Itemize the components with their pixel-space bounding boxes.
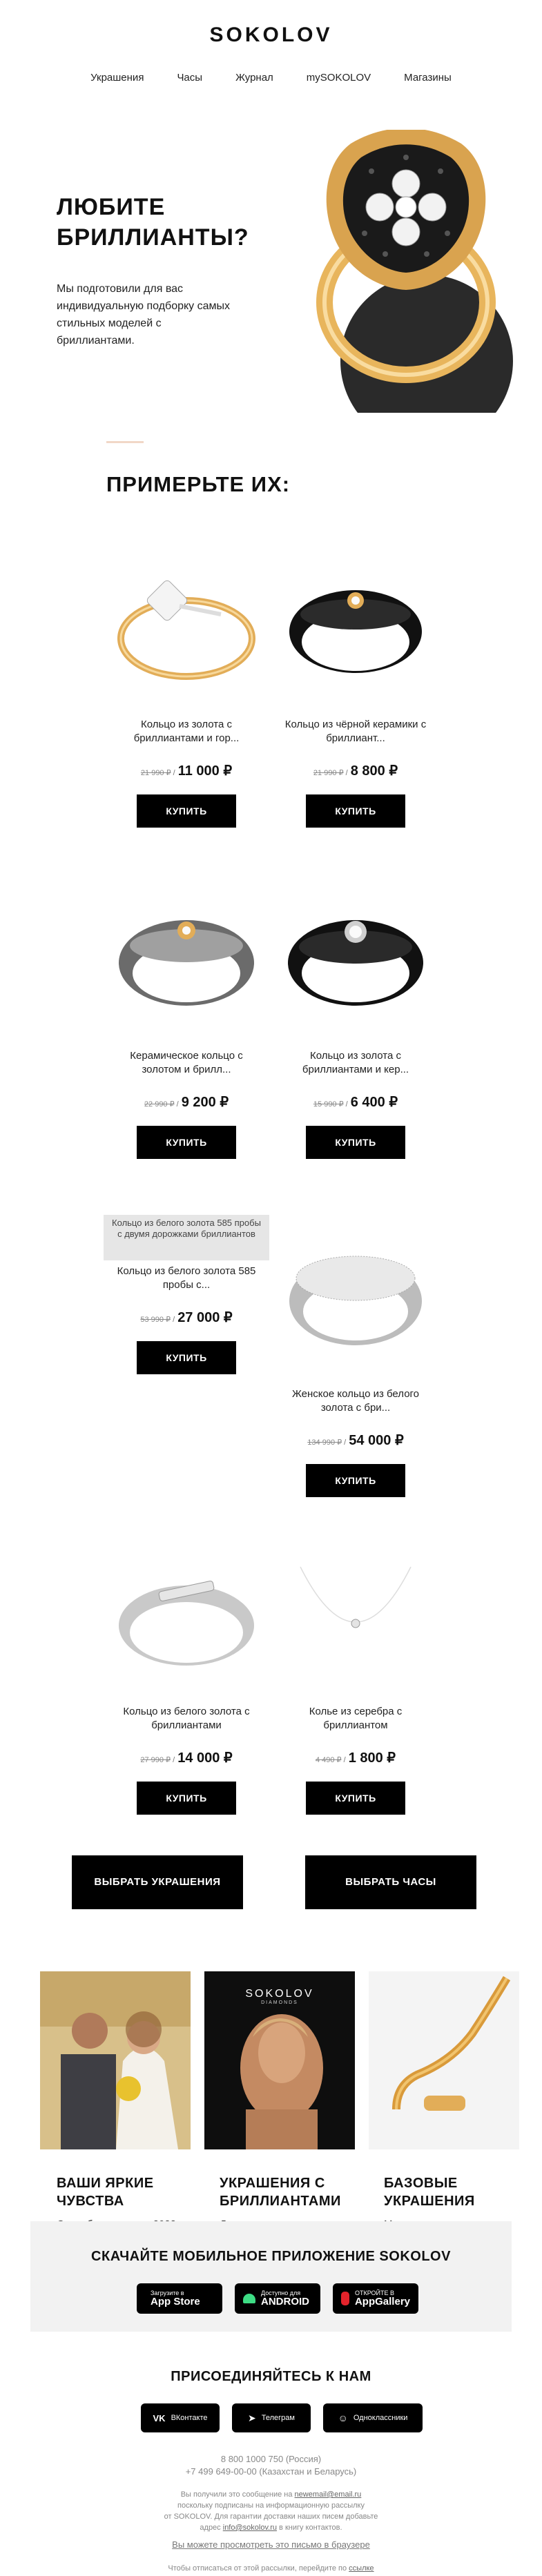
social-ok-button[interactable] <box>323 2403 423 2432</box>
unsubscribe-text <box>0 2562 542 2575</box>
product-image-6[interactable] <box>280 1236 432 1360</box>
image-alt-text: Кольцо из белого золота 585 пробы с двумя дорожками бриллиантов <box>112 1218 261 1239</box>
legal-text: адрес <box>200 2524 221 2532</box>
product-name[interactable]: Кольцо из белого золота с бриллиантами <box>123 1706 250 1731</box>
nav-item-journal[interactable]: Журнал <box>235 72 273 84</box>
product-image-4[interactable] <box>280 897 432 1022</box>
brand-logo[interactable]: SOKOLOV <box>209 23 333 46</box>
legal-text: в книгу контактов. <box>279 2524 342 2532</box>
promo-title[interactable]: ВАШИ ЯРКИЕ ЧУВСТВА <box>57 2176 154 2209</box>
ok-icon: ☺ <box>338 2412 348 2423</box>
android-icon <box>243 2294 255 2303</box>
product-price: 21 990 ₽ / 8 800 ₽ <box>313 763 398 779</box>
current-price: 11 000 ₽ <box>177 763 233 779</box>
promo-image-chain[interactable] <box>369 1971 519 2149</box>
social-label: Одноклассники <box>353 2414 408 2422</box>
product-card-8 <box>280 1705 432 1815</box>
product-price: 4 490 ₽ / 1 800 ₽ <box>315 1750 396 1766</box>
buy-button[interactable]: КУПИТЬ <box>306 794 405 828</box>
broken-image-placeholder[interactable] <box>104 1215 269 1260</box>
product-card-5 <box>110 1265 262 1374</box>
current-price: 27 000 ₽ <box>177 1310 233 1325</box>
store-small: Доступно для <box>261 2290 301 2296</box>
android-button[interactable] <box>235 2283 320 2314</box>
product-name[interactable]: Кольцо из золота с бриллиантами и кер... <box>302 1050 409 1075</box>
store-big: AppGallery <box>354 2296 410 2307</box>
legal-text: поскольку подписаны на информационную рассылку <box>177 2501 365 2510</box>
buy-button[interactable]: КУПИТЬ <box>306 1464 405 1497</box>
social-label: Телеграм <box>261 2414 295 2422</box>
buy-button[interactable]: КУПИТЬ <box>137 1126 236 1159</box>
product-card-4 <box>280 1049 432 1159</box>
app-title: СКАЧАЙТЕ МОБИЛЬНОЕ ПРИЛОЖЕНИЕ SOKOLOV <box>91 2249 451 2264</box>
product-name[interactable]: Кольцо из белого золота 585 пробы с... <box>117 1265 256 1291</box>
section-title: ПРИМЕРЬТЕ ИХ: <box>106 472 291 496</box>
product-price: 22 990 ₽ / 9 200 ₽ <box>144 1095 229 1110</box>
product-name[interactable]: Женское кольцо из белого золота с бри... <box>291 1388 420 1414</box>
old-price: 53 990 ₽ <box>140 1316 171 1324</box>
product-card-6 <box>280 1387 432 1497</box>
current-price: 14 000 ₽ <box>177 1750 233 1766</box>
hero-title <box>57 192 249 253</box>
footer-phones <box>0 2453 542 2478</box>
old-price: 4 490 ₽ <box>315 1756 342 1764</box>
product-card-2 <box>280 718 432 828</box>
current-price: 6 400 ₽ <box>350 1095 398 1110</box>
old-price: 22 990 ₽ <box>144 1100 175 1109</box>
promo-image-wedding[interactable] <box>40 1971 191 2149</box>
buy-button[interactable]: КУПИТЬ <box>137 1341 236 1374</box>
promo-title[interactable]: БАЗОВЫЕ УКРАШЕНИЯ <box>384 2176 475 2209</box>
appgallery-button[interactable] <box>333 2283 418 2314</box>
top-nav <box>0 72 542 84</box>
store-small: ОТКРОЙТЕ В <box>354 2290 394 2296</box>
promo-brand-sub: DIAMONDS <box>261 2000 298 2005</box>
product-price: 15 990 ₽ / 6 400 ₽ <box>313 1095 398 1110</box>
nav-item-mysokolov[interactable]: mySOKOLOV <box>306 72 371 84</box>
old-price: 21 990 ₽ <box>140 769 171 777</box>
nav-item-watches[interactable]: Часы <box>177 72 203 84</box>
product-card-3 <box>110 1049 262 1159</box>
product-price: 134 990 ₽ / 54 000 ₽ <box>307 1433 404 1448</box>
product-price: 53 990 ₽ / 27 000 ₽ <box>140 1310 233 1325</box>
buy-button[interactable]: КУПИТЬ <box>306 1126 405 1159</box>
nav-item-jewelry[interactable]: Украшения <box>90 72 144 84</box>
legal-text: от SOKOLOV. Для гарантии доставки наших писем добавьте <box>164 2512 378 2521</box>
store-small: Загрузите в <box>151 2290 184 2296</box>
store-big: ANDROID <box>261 2296 309 2307</box>
product-name[interactable]: Керамическое кольцо с золотом и брилл... <box>130 1050 243 1075</box>
hero-ring-image <box>296 130 523 413</box>
product-card-1 <box>110 718 262 828</box>
promo-brand-text <box>204 1988 355 2005</box>
social-title: ПРИСОЕДИНЯЙТЕСЬ К НАМ <box>171 2369 371 2384</box>
view-in-browser-link[interactable]: Вы можете просмотреть это письмо в браузере <box>172 2539 370 2550</box>
product-image-7[interactable] <box>110 1560 262 1684</box>
promo-brand: SOKOLOV <box>245 1988 314 2000</box>
product-price: 21 990 ₽ / 11 000 ₽ <box>140 763 233 779</box>
phone-russia[interactable]: 8 800 1000 750 (Россия) <box>220 2454 322 2464</box>
buy-button[interactable]: КУПИТЬ <box>306 1782 405 1815</box>
old-price: 134 990 ₽ <box>307 1438 342 1447</box>
product-image-1[interactable] <box>110 566 262 690</box>
section-divider <box>106 441 144 443</box>
current-price: 54 000 ₽ <box>349 1433 404 1448</box>
product-name[interactable]: Кольцо из чёрной керамики с бриллиант... <box>284 719 427 744</box>
unsubscribe-link[interactable]: ссылке <box>349 2564 374 2573</box>
promo-title[interactable]: УКРАШЕНИЯ С БРИЛЛИАНТАМИ <box>220 2176 341 2209</box>
vk-icon: VK <box>153 2412 166 2423</box>
footer-legal <box>0 2489 542 2533</box>
old-price: 15 990 ₽ <box>313 1100 344 1109</box>
subscriber-email-link[interactable]: newemail@email.ru <box>294 2490 362 2499</box>
hero-text: Мы подготовили для вас индивидуальную подборку самых стильных моделей с бриллиантами. <box>57 283 231 347</box>
old-price: 27 990 ₽ <box>140 1756 171 1764</box>
current-price: 1 800 ₽ <box>348 1750 396 1766</box>
appgallery-icon <box>341 2292 349 2305</box>
current-price: 8 800 ₽ <box>350 763 398 779</box>
nav-item-stores[interactable]: Магазины <box>404 72 452 84</box>
product-price: 27 990 ₽ / 14 000 ₽ <box>140 1750 233 1766</box>
unsubscribe-label: Чтобы отписаться от этой рассылки, перейдите по <box>168 2564 347 2573</box>
social-vk-button[interactable] <box>141 2403 220 2432</box>
product-image-2[interactable] <box>280 566 432 690</box>
app-store-button[interactable] <box>137 2283 222 2314</box>
phone-kz-by[interactable]: +7 499 649-00-00 (Казахстан и Беларусь) <box>185 2466 357 2477</box>
social-label: ВКонтакте <box>171 2414 208 2422</box>
hero-title-line1: ЛЮБИТЕ <box>57 194 166 220</box>
old-price: 21 990 ₽ <box>313 769 344 777</box>
legal-text: Вы получили это сообщение на <box>180 2490 293 2499</box>
product-image-8[interactable] <box>280 1560 432 1684</box>
choose-jewelry-button[interactable]: ВЫБРАТЬ УКРАШЕНИЯ <box>72 1855 243 1909</box>
telegram-icon: ➤ <box>248 2412 256 2423</box>
buy-button[interactable]: КУПИТЬ <box>137 794 236 828</box>
product-name[interactable]: Колье из серебра с бриллиантом <box>309 1706 403 1731</box>
social-telegram-button[interactable] <box>232 2403 311 2432</box>
current-price: 9 200 ₽ <box>181 1095 229 1110</box>
choose-watches-button[interactable]: ВЫБРАТЬ ЧАСЫ <box>305 1855 476 1909</box>
store-big: App Store <box>151 2296 200 2307</box>
product-card-7 <box>110 1705 262 1815</box>
product-image-3[interactable] <box>110 897 262 1022</box>
contact-email-link[interactable]: info@sokolov.ru <box>222 2524 277 2532</box>
product-name[interactable]: Кольцо из золота с бриллиантами и гор... <box>133 719 240 744</box>
hero-title-line2: БРИЛЛИАНТЫ? <box>57 224 249 251</box>
buy-button[interactable]: КУПИТЬ <box>137 1782 236 1815</box>
app-download-block <box>30 2221 512 2332</box>
